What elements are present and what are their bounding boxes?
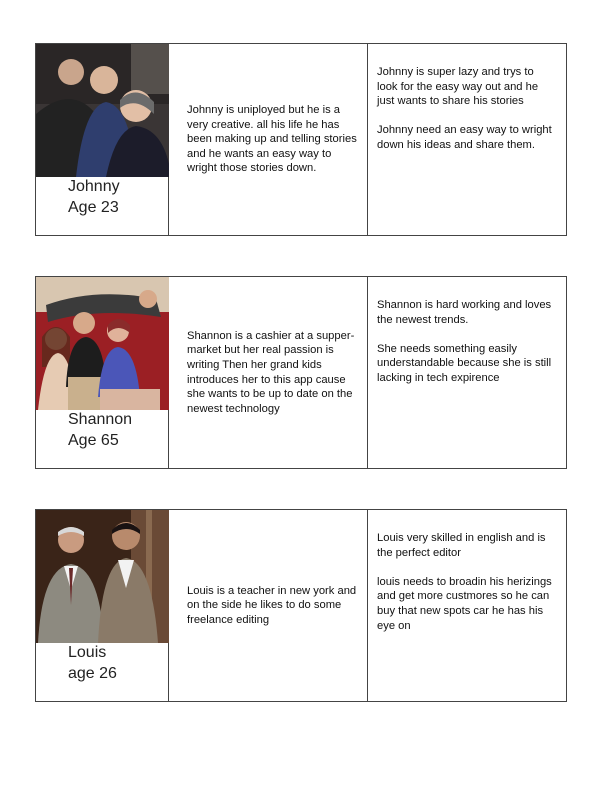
persona-card-shannon <box>35 276 567 469</box>
persona-photo-shannon <box>36 277 169 410</box>
persona-needs: Johnny need an easy way to wright down his ideas and share them. <box>377 124 552 151</box>
persona-name-age <box>68 176 120 218</box>
persona-age: Age 23 <box>68 199 119 216</box>
persona-description: Louis is a teacher in new york and on the side he likes to do some freelance editing <box>187 584 357 626</box>
persona-card-louis <box>35 509 567 702</box>
persona-description-cell <box>169 277 368 468</box>
persona-notes-cell <box>368 510 567 701</box>
persona-description-cell <box>169 44 368 235</box>
persona-age: age 26 <box>68 665 117 682</box>
persona-photo-cell <box>36 44 169 235</box>
persona-description: Shannon is a cashier at a supper-market but her real passion is writing Then her grand kids introduces her to this app cause she wants to be up to date on the newest technology <box>187 329 355 415</box>
persona-name: Johnny <box>68 178 120 195</box>
persona-name: Louis <box>68 644 107 661</box>
persona-needs: She needs something easily understandable because she is still lacking in tech expirence <box>377 342 552 384</box>
persona-description-cell <box>169 510 368 701</box>
persona-name: Shannon <box>68 411 133 428</box>
persona-name-age <box>68 642 117 684</box>
persona-traits: Johnny is super lazy and trys to look for the easy way out and he just wants to share his stories <box>377 66 539 108</box>
persona-description: Johnny is uniployed but he is a very creative. all his life he has been making up and telling stories and he wants an easy way to wright those stories down. <box>187 104 357 175</box>
persona-card-johnny <box>35 43 567 236</box>
persona-photo-cell <box>36 510 169 701</box>
persona-age: Age 65 <box>68 432 119 449</box>
persona-notes-cell <box>368 44 567 235</box>
persona-photo-cell <box>36 277 169 468</box>
persona-traits: Louis very skilled in english and is the perfect editor <box>377 532 546 559</box>
persona-notes-cell <box>368 277 567 468</box>
persona-name-age <box>68 409 132 451</box>
persona-traits: Shannon is hard working and loves the newest trends. <box>377 299 552 326</box>
persona-photo-johnny <box>36 44 169 177</box>
persona-photo-louis <box>36 510 169 643</box>
persona-needs: louis needs to broadin his herizings and get more custmores so he can buy that new spots car he has his eye on <box>377 575 552 632</box>
